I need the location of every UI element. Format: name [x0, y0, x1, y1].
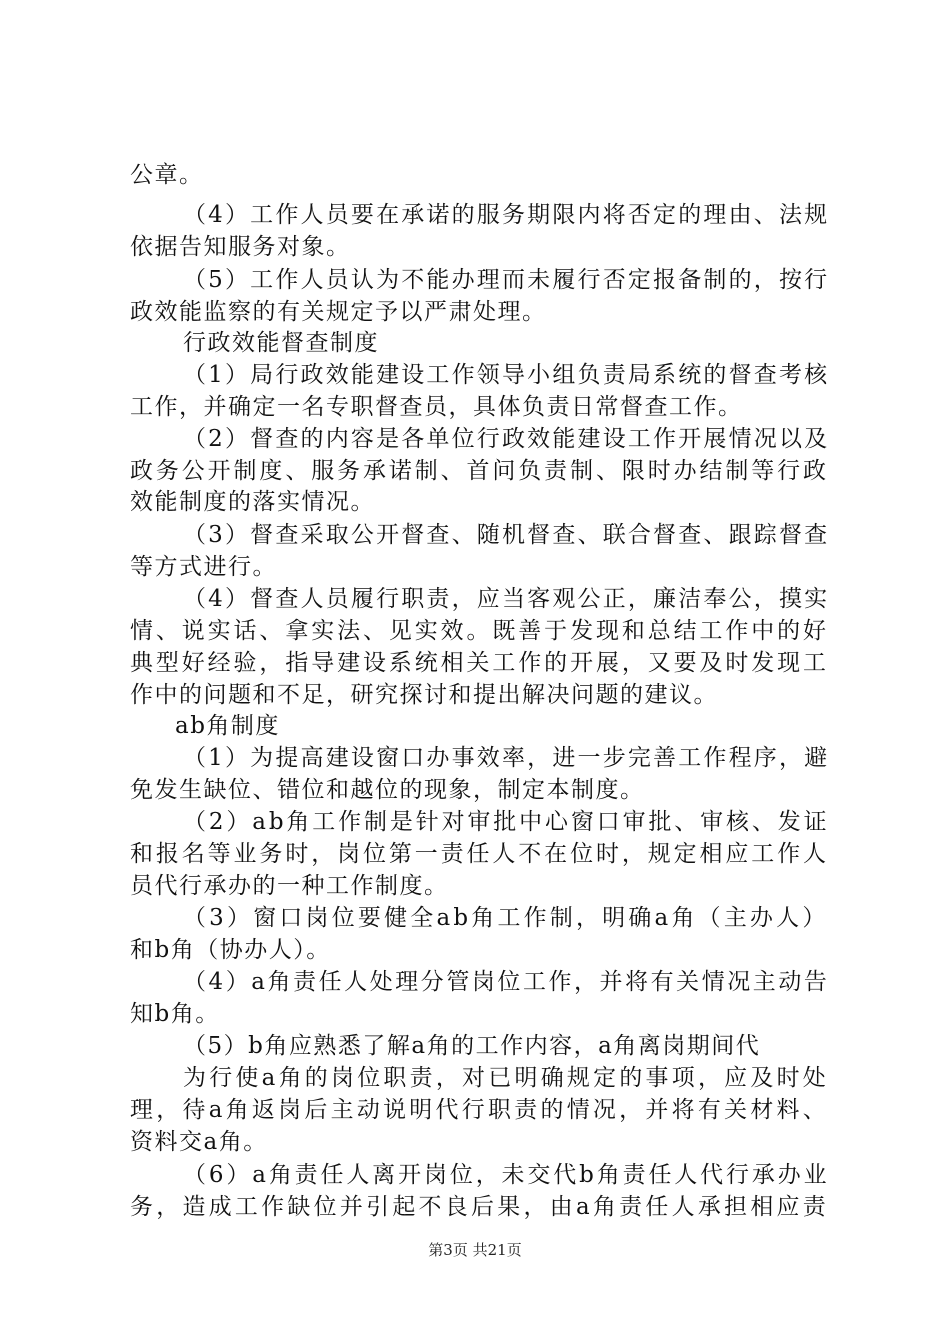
- text-line: 免发生缺位、错位和越位的现象，制定本制度。: [130, 777, 645, 803]
- text-line: 和报名等业务时，岗位第一责任人不在位时，规定相应工作人: [130, 841, 829, 867]
- text-line: 情、说实话、拿实法、见实效。既善于发现和总结工作中的好: [130, 618, 829, 644]
- text-line: 典型好经验，指导建设系统相关工作的开展，又要及时发现工: [130, 650, 829, 676]
- text-line: （4）工作人员要在承诺的服务期限内将否定的理由、法规: [183, 202, 830, 228]
- text-line: 工作，并确定一名专职督查员，具体负责日常督查工作。: [130, 394, 743, 420]
- text-line: 依据告知服务对象。: [130, 234, 351, 260]
- text-line: 公章。: [130, 162, 204, 188]
- text-line: （1）局行政效能建设工作领导小组负责局系统的督查考核: [183, 362, 830, 388]
- text-line: 和b角（协办人）。: [130, 937, 331, 963]
- text-line: 为行使a角的岗位职责，对已明确规定的事项，应及时处: [183, 1065, 830, 1091]
- text-line: （6）a角责任人离开岗位，未交代b角责任人代行承办业: [183, 1162, 830, 1188]
- text-line: （2）ab角工作制是针对审批中心窗口审批、审核、发证: [183, 809, 830, 835]
- page-footer: 第3页 共21页: [428, 1241, 522, 1259]
- text-line: （4）督查人员履行职责，应当客观公正，廉洁奉公，摸实: [183, 586, 830, 612]
- text-line: 作中的问题和不足，研究探讨和提出解决问题的建议。: [130, 682, 718, 708]
- text-line: 务，造成工作缺位并引起不良后果，由a角责任人承担相应责: [130, 1194, 830, 1220]
- text-line: ab角制度: [175, 713, 280, 739]
- text-line: （3）督查采取公开督查、随机督查、联合督查、跟踪督查: [183, 522, 830, 548]
- text-line: （5）b角应熟悉了解a角的工作内容，a角离岗期间代: [183, 1033, 761, 1059]
- text-line: 知b角。: [130, 1001, 220, 1027]
- text-line: （4）a角责任人处理分管岗位工作，并将有关情况主动告: [183, 969, 830, 995]
- text-line: （1）为提高建设窗口办事效率，进一步完善工作程序，避: [183, 745, 830, 771]
- text-line: 等方式进行。: [130, 554, 277, 580]
- text-line: 行政效能督查制度: [183, 330, 379, 356]
- text-line: （5）工作人员认为不能办理而未履行否定报备制的，按行: [183, 267, 830, 293]
- text-line: 员代行承办的一种工作制度。: [130, 873, 449, 899]
- text-line: 政效能监察的有关规定予以严肃处理。: [130, 299, 547, 325]
- text-line: （2）督查的内容是各单位行政效能建设工作开展情况以及: [183, 426, 830, 452]
- text-line: 效能制度的落实情况。: [130, 489, 375, 515]
- text-line: 资料交a角。: [130, 1129, 268, 1155]
- text-line: （3）窗口岗位要健全ab角工作制，明确a角（主办人）: [183, 905, 829, 931]
- text-line: 政务公开制度、服务承诺制、首问负责制、限时办结制等行政: [130, 458, 829, 484]
- text-line: 理，待a角返岗后主动说明代行职责的情况，并将有关材料、: [130, 1097, 830, 1123]
